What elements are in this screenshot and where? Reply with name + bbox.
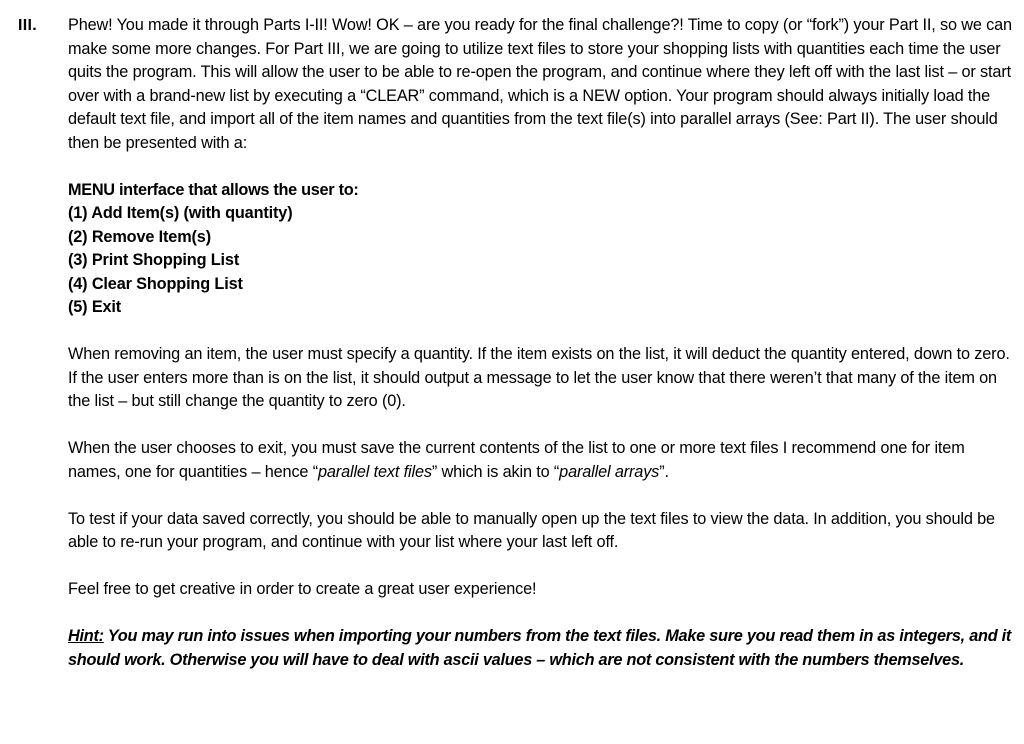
parallel-arrays-emphasis: parallel arrays — [559, 462, 660, 481]
menu-item-remove: (2) Remove Item(s) — [68, 227, 211, 246]
creative-paragraph: Feel free to get creative in order to create a great user experience! — [68, 580, 537, 598]
remove-paragraph: When removing an item, the user must specify a quantity. If the item exists on the list, it will deduct the quantity entered, down to zero. If the user enters more than is on the list, it should output a message to let the user know that there weren’t that many of the item on the list – but still change the quantity to zero (0). — [68, 345, 1010, 410]
menu-item-exit: (5) Exit — [68, 298, 122, 316]
assignment-body — [68, 14, 1012, 672]
hint-text: You may run into issues when importing your numbers from the text files. Make sure you read them in as integers, and it should work. Otherwise you will have to deal with ascii values – which are not consistent with the numbers themselves. — [68, 627, 1012, 669]
section-number: III. — [18, 17, 37, 34]
menu-item-add: (1) Add Item(s) (with quantity) — [68, 204, 293, 222]
exit-text-start: When the user chooses to exit, you must save the current contents of the list to one or more text files I recommend one for item names, one for quantities – hence “ — [68, 439, 965, 481]
exit-paragraph — [68, 437, 1012, 484]
hint-label: Hint: — [68, 627, 104, 645]
menu-list — [68, 179, 1012, 320]
exit-text-end: ”. — [659, 462, 669, 481]
exit-text-middle: ” which is akin to “ — [431, 462, 560, 481]
menu-item-print: (3) Print Shopping List — [68, 251, 240, 269]
intro-paragraph: Phew! You made it through Parts I-II! Wow! OK – are you ready for the final challenge?! Time to copy (or “fork”) your Part II, so we can make some more changes. For Part III, we are going to utilize text files to store your shopping lists with quantities each time the user quits the program. This will allow the user to be able to re-open the program, and continue where they left off with the last list – or start over with a brand-new list by executing a “CLEAR” command, which is a NEW option. Your program should always initially load the default text file, and import all of the item names and quantities from the text file(s) into parallel arrays (See: Part II). The user should then be presented with a: — [68, 16, 1012, 152]
test-paragraph: To test if your data saved correctly, you should be able to manually open up the text files to view the data. In addition, you should be able to re-run your program, and continue with your list where your last left off. — [68, 509, 995, 551]
menu-item-clear: (4) Clear Shopping List — [68, 274, 243, 293]
menu-heading: MENU interface that allows the user to: — [68, 180, 359, 199]
parallel-text-files-emphasis: parallel text files — [317, 462, 432, 481]
hint-paragraph — [68, 625, 1012, 672]
